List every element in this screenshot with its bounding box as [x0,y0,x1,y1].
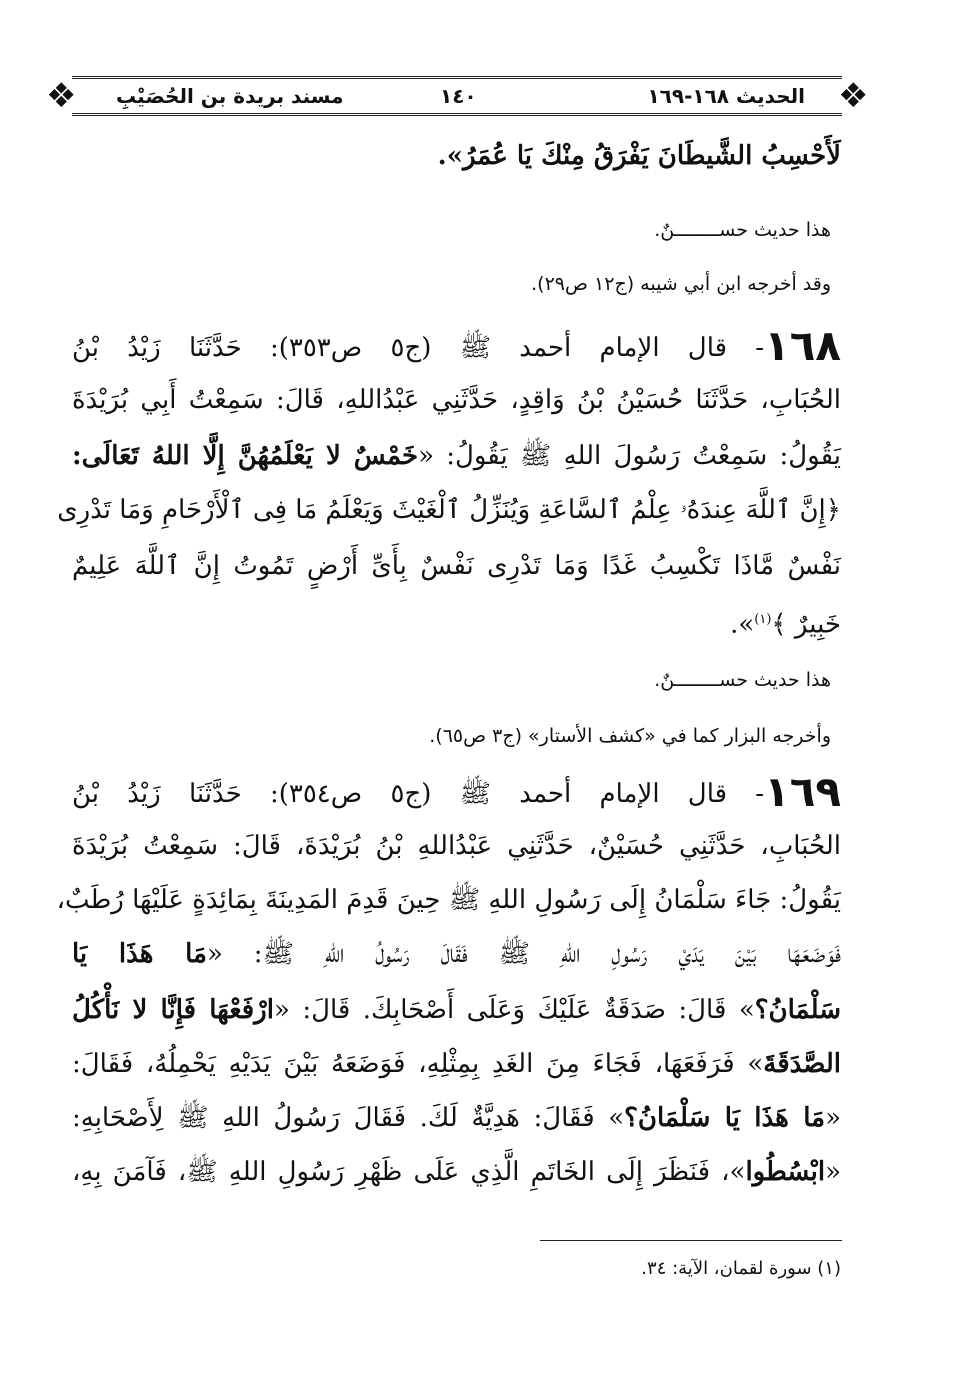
takhrij-line: وأخرجه البزار كما في «كشف الأستار» (ج٣ ص٦٥). [429,725,831,747]
grade-line: هذا حديث حســــــــنٌ. [654,219,831,241]
quran-verse-line: ﴿إِنَّ ٱللَّهَ عِندَهُۥ عِلْمُ ٱلسَّاعَةِ وَيُنَزِّلُ ٱلْغَيْثَ وَيَعْلَمُ مَا فِى ٱلْأَرْحَامِ وَمَا تَدْرِى [57,495,841,525]
hadith-number: ١٦٩ [764,767,841,816]
header-hadith-range: الحديث ١٦٨-١٦٩ [647,84,805,108]
footnote-divider [540,1240,842,1241]
page-number: ١٤٠ [440,84,477,108]
hadith-168-line: ١٦٨- قال الإمام أحمد ﷺ (ج٥ ص٣٥٣): حَدَّثَنَا زَيْدُ بْنُ [72,321,841,370]
hadith-168-line: يَقُولُ: سَمِعْتُ رَسُولَ اللهِ ﷺ يَقُولُ: «خَمْسٌ لا يَعْلَمُهُنَّ إِلَّا اللهُ تَعَالَى: [72,441,842,471]
takhrij-line: وقد أخرجه ابن أبي شيبه (ج١٢ ص٢٩). [531,273,831,295]
footnote: (١) سورة لقمان، الآية: ٣٤. [641,1258,841,1279]
quran-verse-line: نَفْسٌ مَّاذَا تَكْسِبُ غَدًا وَمَا تَدْرِى نَفْسٌ بِأَىِّ أَرْضٍ تَمُوتُ إِنَّ ٱللَّهَ عَلِيمٌ [72,551,841,581]
ornament-right-icon: ❖ [838,76,869,116]
hadith-169-line: فَوَضَعَهَا بَيْنَ يَدَيْ رَسُولِ اللهِ ﷺ فَقَالَ رَسُولُ اللهِ ﷺ: «مَا هَذَا يَا [72,939,841,969]
footnote-ref: (١) [754,612,772,627]
hadith-169-line: «مَا هَذَا يَا سَلْمَانُ؟» فَقَالَ: هَدِيَّةٌ لَكَ. فَقَالَ رَسُولُ اللهِ ﷺ لِأَصْحَابِهِ: [72,1103,842,1133]
grade-line: هذا حديث حســــــــنٌ. [654,669,831,691]
hadith-168-line: الحُبَابِ، حَدَّثَنَا حُسَيْنُ بْنُ وَاقِدٍ، حَدَّثَنِي عَبْدُاللهِ، قَالَ: سَمِعْتُ أَبِي بُرَيْدَةَ [72,385,841,415]
text-line: لَأَحْسِبُ الشَّيطَانَ يَفْرَقُ مِنْكَ يَا عُمَرُ». [437,141,841,171]
hadith-169-line: الحُبَابِ، حَدَّثَنِي حُسَيْنٌ، حَدَّثَنِي عَبْدُاللهِ بْنُ بُرَيْدَةَ، قَالَ: سَمِعْتُ بُرَيْدَةَ [72,831,841,861]
hadith-169-line: سَلْمَانُ؟» قَالَ: صَدَقَةٌ عَلَيْكَ وَعَلَى أَصْحَابِكَ. قَالَ: «ارْفَعْهَا فَإِنَّا لا نَأْكُلُ [72,995,841,1025]
header-musnad-title: مسند بريدة بن الحُصَيْبِ [116,84,344,108]
hadith-169-line: «ابْسُطُوا»، فَنَظَرَ إِلَى الخَاتَمِ الَّذِي عَلَى ظَهْرِ رَسُولِ اللهِ ﷺ، فَآمَنَ بِهِ، [72,1157,841,1187]
quran-verse-line: خَبِيرٌ ﴾$^{(١)}$». [730,609,841,640]
ornament-left-icon: ❖ [46,76,77,116]
hadith-169-line: الصَّدَقَةَ» فَرَفَعَهَا، فَجَاءَ مِنَ الغَدِ بِمِثْلِهِ، فَوَضَعَهُ بَيْنَ يَدَيْهِ يَحْمِلُهُ، فَقَالَ: [72,1049,841,1079]
hadith-number: ١٦٨ [764,321,841,370]
hadith-169-line: ١٦٩- قال الإمام أحمد ﷺ (ج٥ ص٣٥٤): حَدَّثَنَا زَيْدُ بْنُ [72,767,841,816]
hadith-169-line: يَقُولُ: جَاءَ سَلْمَانُ إِلَى رَسُولِ اللهِ ﷺ حِينَ قَدِمَ المَدِينَةَ بِمَائِدَةٍ عَلَيْهَا رُطَبٌ، [56,885,841,915]
